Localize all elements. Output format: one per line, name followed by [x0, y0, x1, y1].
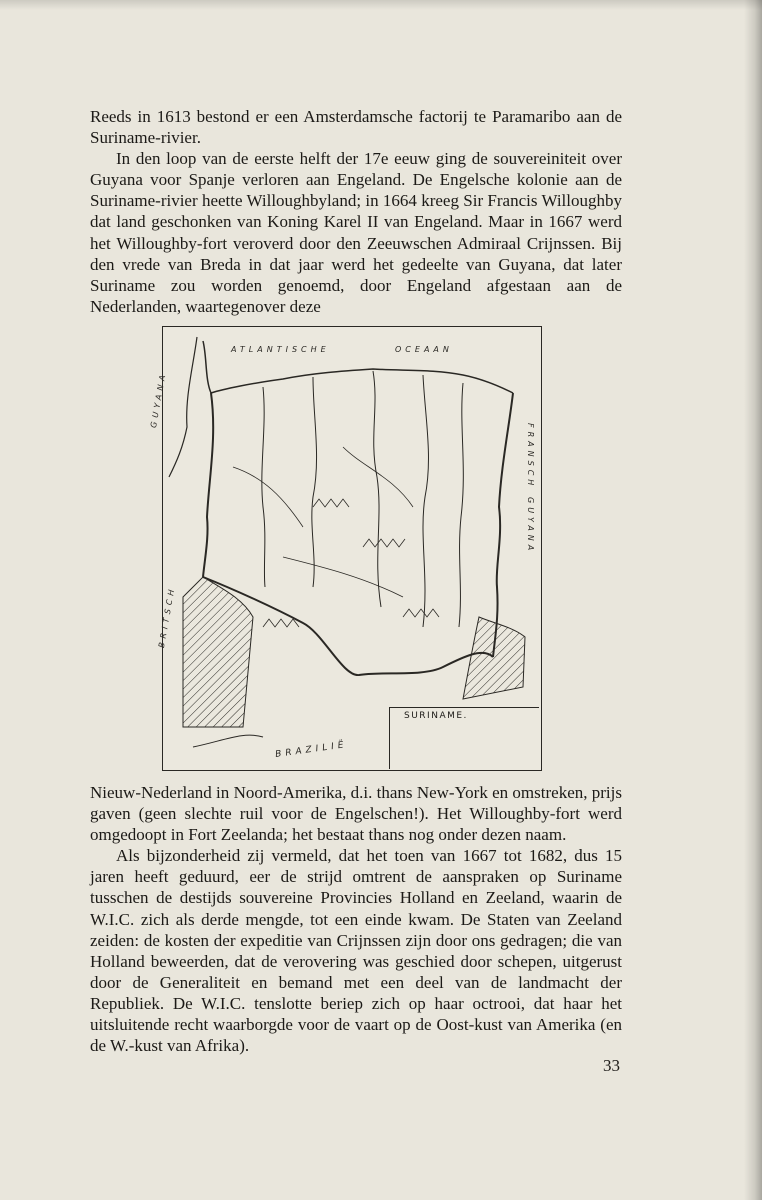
paragraph-1: Reeds in 1613 bestond er een Amsterdamsche factorij te Paramaribo aan de Suriname-rivier.: [90, 107, 622, 148]
river-2: [312, 377, 317, 587]
disputed-area-east: [463, 617, 525, 699]
mountains-3: [263, 619, 299, 627]
label-guyana-right: GUYANA: [526, 497, 535, 555]
eastern-border: [493, 393, 513, 657]
top-text-block: [90, 106, 622, 317]
paragraph-4: Als bijzonderheid zij vermeld, dat het toen van 1667 tot 1682, dus 15 jaren heeft geduurd, eer de strijd omtrent de aanspraken op Suriname tusschen de destijds souvereine Provincies Holland en Zeeland, waarin de W.I.C. zich als derde mengde, tot een einde kwam. De Staten van Zeeland zeiden: de kosten der expeditie van Crijnssen zijn door ons gedragen; die van Holland beweerden, dat de verovering was geschied door schepen, uitgerust door de Generaliteit en bemand met een deel van de landmacht der Republiek. De W.I.C. tenslotte beriep zich op haar octrooi, dat haar het uitsluitende recht waarborgde voor de vaart op de Oost-kust van Amerika (en de W.-kust van Afrika).: [90, 846, 622, 1056]
western-border: [203, 393, 213, 577]
label-ocean: OCEAAN: [395, 345, 453, 354]
label-french: FRANSCH: [526, 423, 535, 490]
label-brazil: BRAZILIË: [274, 739, 349, 761]
river-3: [373, 371, 381, 607]
legend-title: SURINAME.: [404, 711, 468, 721]
page-shadow-top: [0, 0, 762, 10]
river-6: [233, 467, 303, 527]
river-south: [193, 735, 263, 747]
mountains-1: [313, 499, 349, 507]
page-number: 33: [603, 1056, 620, 1075]
suriname-map: [149, 326, 542, 771]
map-legend: [389, 707, 539, 769]
page-shadow-right: [744, 0, 762, 1200]
bottom-text-block: [90, 782, 622, 1056]
label-british: BRITSCH: [157, 584, 177, 649]
paragraph-3: Nieuw-Nederland in Noord-Amerika, d.i. thans New-York en omstreken, prijs gaven (geen slechte ruil voor de Engelschen!). Het Willoughby-fort werd omgedoopt in Fort Zeelanda; het bestaat thans nog onder dezen naam.: [90, 783, 622, 845]
paragraph-2: In den loop van de eerste helft der 17e eeuw ging de souvereiniteit over Guyana voor Spanje verloren aan Engeland. De Engelsche kolonie aan de Suriname-rivier heette Willoughbyland; in 1664 kreeg Sir Francis Willoughby dat land geschonken van Koning Karel II van Engeland. Maar in 1667 werd het Willoughby-fort veroverd door den Zeeuwschen Admiraal Crijnssen. Bij den vrede van Breda in dat jaar werd het gedeelte van Guyana, dat later Suriname zou worden genoemd, door Engeland afgestaan aan de Nederlanden, waartegenover deze: [90, 149, 622, 316]
guyana-coast: [169, 337, 197, 477]
river-4: [423, 375, 428, 627]
river-7: [343, 447, 413, 507]
mountains-2: [363, 539, 405, 547]
mountains-4: [403, 609, 439, 617]
river-1: [262, 387, 265, 587]
river-8: [283, 557, 403, 597]
disputed-area-west: [183, 577, 253, 727]
label-guyana-left: GUYANA: [149, 370, 168, 429]
river-5: [459, 383, 463, 627]
map-drawing: [163, 327, 540, 769]
label-atlantic: ATLANTISCHE: [231, 345, 330, 354]
